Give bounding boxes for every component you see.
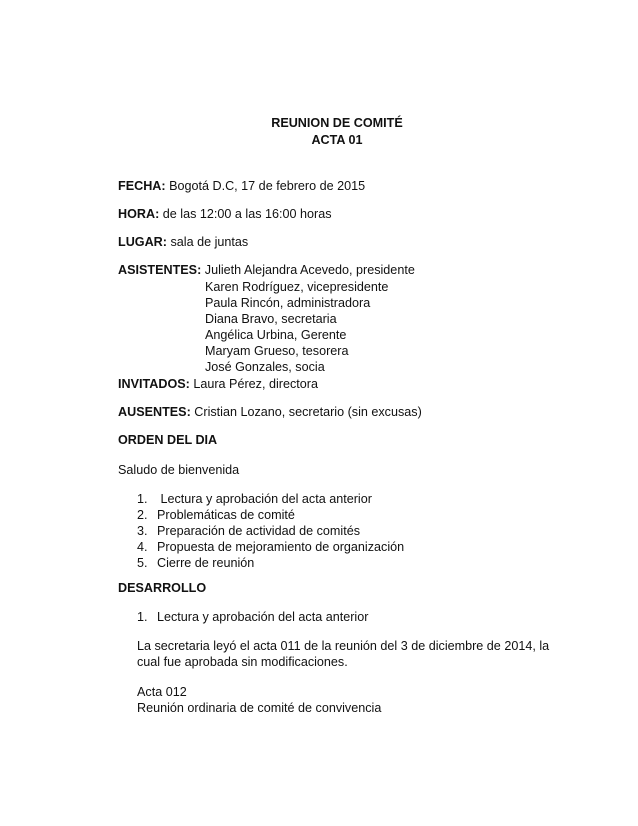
asistente-item: Diana Bravo, secretaria: [205, 312, 337, 326]
invitados-label: INVITADOS:: [118, 377, 190, 391]
asistente-item: Julieth Alejandra Acevedo, presidente: [201, 263, 415, 277]
list-item-text: Lectura y aprobación del acta anterior: [157, 610, 369, 624]
list-item-text: Preparación de actividad de comités: [157, 524, 361, 538]
orden-intro: Saludo de bienvenida: [118, 463, 240, 477]
desarrollo-heading: DESARROLLO: [118, 581, 207, 595]
lugar-line: [118, 234, 248, 250]
asistente-item: Maryam Grueso, tesorera: [205, 344, 349, 358]
lugar-label: LUGAR:: [118, 235, 167, 249]
invitados-value: Laura Pérez, directora: [189, 377, 318, 391]
list-item-number: 1.: [137, 492, 148, 506]
fecha-line: [118, 178, 365, 194]
fecha-label: FECHA:: [118, 179, 166, 193]
asistente-item: Angélica Urbina, Gerente: [205, 328, 347, 342]
list-item: [137, 491, 372, 507]
list-item-text: Problemáticas de comité: [157, 508, 295, 522]
asistente-item: José Gonzales, socia: [205, 360, 325, 374]
lugar-value: sala de juntas: [166, 235, 249, 249]
list-item: [137, 507, 295, 523]
ausentes-value: Cristian Lozano, secretario (sin excusas): [190, 405, 422, 419]
acta-number: Acta 012: [137, 685, 187, 699]
list-item-number: 2.: [137, 508, 148, 522]
desarrollo-paragraph-line: La secretaria leyó el acta 011 de la reunión del 3 de diciembre de 2014, la: [137, 639, 550, 653]
list-item: [137, 523, 360, 539]
desarrollo-paragraph-line: cual fue aprobada sin modificaciones.: [137, 655, 348, 669]
list-item-number: 5.: [137, 556, 148, 570]
acta-description: Reunión ordinaria de comité de convivencia: [137, 701, 382, 715]
desarrollo-item: [137, 609, 368, 625]
document-subtitle: ACTA 01: [311, 133, 363, 147]
asistente-item: Karen Rodríguez, vicepresidente: [205, 280, 389, 294]
fecha-value: Bogotá D.C, 17 de febrero de 2015: [165, 179, 366, 193]
hora-value: de las 12:00 a las 16:00 horas: [159, 207, 332, 221]
asistente-item: Paula Rincón, administradora: [205, 296, 371, 310]
orden-heading: ORDEN DEL DIA: [118, 433, 218, 447]
list-item: [137, 555, 254, 571]
asistentes-label: ASISTENTES:: [118, 263, 202, 277]
ausentes-label: AUSENTES:: [118, 405, 191, 419]
list-item-text: Propuesta de mejoramiento de organización: [157, 540, 405, 554]
list-item-text: Lectura y aprobación del acta anterior: [157, 492, 372, 506]
list-item-number: 4.: [137, 540, 148, 554]
invitados-line: [118, 376, 318, 392]
document-title: REUNION DE COMITÉ: [271, 116, 403, 130]
list-item-number: 1.: [137, 610, 148, 624]
hora-label: HORA:: [118, 207, 160, 221]
list-item-number: 3.: [137, 524, 148, 538]
asistentes-line: [118, 262, 415, 278]
ausentes-line: [118, 404, 422, 420]
list-item: [137, 539, 404, 555]
hora-line: [118, 206, 332, 222]
list-item-text: Cierre de reunión: [157, 556, 255, 570]
